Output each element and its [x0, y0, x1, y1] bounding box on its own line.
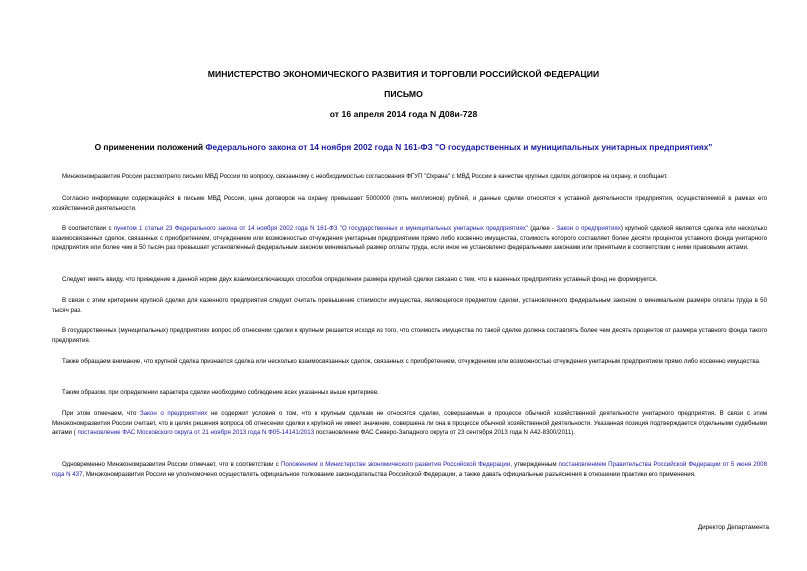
paragraph-6: В государственных (муниципальных) предприятиях вопрос об отнесении сделки к крупным решается исходя из того, что стоимость имущества по такой сделке должна составлять более чем десять процентов от размера уставного фонда такого предприятия. [52, 327, 767, 344]
paragraph-10 [52, 460, 767, 479]
law-on-enterprises-link-2[interactable]: Закон о предприятиях [140, 410, 208, 417]
signature-title: Директор Департамента [697, 524, 769, 531]
paragraph-2: Согласно информации содержащейся в письме МВД России, цена договоров на охрану превышает 5000000 (пять миллионов) рублей, и данные сделки относятся к уставной деятельности предприятия, осуществляемой в рамках его хозяйственной деятельности. [52, 195, 767, 212]
article-23-link[interactable]: пунктом 1 статьи 23 Федерального закона от 14 ноября 2002 года N 161-ФЗ "О государственных и муниципальных унитарных предприятиях" [113, 225, 529, 232]
paragraph-4: Следует иметь ввиду, что приведение в данной норме двух взаимоисключающих способов определения размера крупной сделки связано с тем, что в казенных предприятиях уставный фонд не формируется. [62, 276, 658, 283]
p10-text-a: Одновременно Минэкономразвития России отмечает, что в соответствии с [62, 461, 281, 468]
government-decree-link[interactable]: постановлением Правительства Российской Федерации от 5 июня 2008 года N 437 [52, 461, 767, 478]
paragraph-5: В связи с этим критерием крупной сделки для казенного предприятия следует считать превышение стоимости имущества, являющегося предметом сделки, установленного федеральным законом о минимальном размере оплаты труда в 50 тысяч раз. [52, 297, 767, 314]
paragraph-9 [52, 409, 767, 438]
p9-text-b: не содержит условия о том, что к крупным сделкам не относятся сделки, совершаемые в процессе обычной хозяйственной деятельности унитарного предприятия. В связи с этим Минэкономразвития России считает, что в целях решения вопроса об отнесении сделки к крупной не имеет значение, совершена ли она в процессе обычной хозяйственной деятельности. Указанная позиция подтверждается отдельными судебными актами ( [52, 410, 767, 437]
p3-text-b: (далее - [528, 225, 557, 232]
fas-moscow-ruling-link[interactable]: постановление ФАС Московского округа от 21 ноября 2013 года N Ф05-14141/2013 [77, 429, 315, 437]
document-date-number: от 16 апреля 2014 года N Д08и-728 [329, 109, 478, 119]
p9-text-c: постановление ФАС Северо-Западного округа от 23 сентября 2013 года N А42-8300/2011). [314, 429, 575, 437]
ministry-heading: МИНИСТЕРСТВО ЭКОНОМИЧЕСКОГО РАЗВИТИЯ И ТОРГОВЛИ РОССИЙСКОЙ ФЕДЕРАЦИИ [207, 69, 600, 79]
paragraph-7: Также обращаем внимание, что крупной сделка признается сделка или несколько взаимосвязанных сделок, связанных с приобретением, отчуждением или возможностью отчуждения унитарным предприятием прямо либо косвенно имущества. [62, 358, 761, 365]
ministry-regulation-link[interactable]: Положением о Министерстве экономического развития Российской Федерации [280, 461, 511, 468]
paragraph-1: Минэкономразвития России рассмотрело письмо МВД России по вопросу, связанному с необходимостью согласования ФГУП "Охрана" с МВД России в качестве крупных сделок договоров на охрану, и сообщает. [62, 173, 668, 180]
paragraph-8: Таким образом, при определении характера сделки необходимо соблюдение всех указанных выше критериев. [62, 389, 379, 396]
p10-text-c: , Минэкономразвития России не уполномочено осуществлять официальное толкование законодательства Российской Федерации, а также давать официальные разъяснения в отношении практики его применения. [82, 470, 696, 478]
p3-text-c: ) крупной сделкой является сделка или несколько взаимосвязанных сделок, связанных с приобретением, отчуждением или возможностью отчуждения унитарным предприятием прямо либо косвенно имущества, стоимость которого составляет более десяти процентов уставного фонда унитарного предприятия или более чем в 50 тысяч раз превышает установленный федеральным законом минимальный размер оплаты труда, если иное не установлено федеральными законами или принятыми в соответствии с ними правовыми актами. [52, 225, 767, 252]
paragraph-3 [52, 224, 767, 253]
p9-text-a: При этом отмечаем, что [62, 410, 141, 417]
law-on-enterprises-link[interactable]: Закон о предприятиях [556, 225, 621, 232]
p10-text-b: , утвержденным [510, 461, 559, 468]
p3-text-a: В соответствии с [62, 225, 114, 232]
title-prefix: О применении положений [94, 142, 206, 152]
federal-law-link[interactable]: Федерального закона от 14 ноября 2002 года N 161-ФЗ "О государственных и муниципальных унитарных предприятиях" [205, 142, 713, 152]
document-title [0, 142, 807, 152]
document-type: ПИСЬМО [384, 89, 423, 99]
